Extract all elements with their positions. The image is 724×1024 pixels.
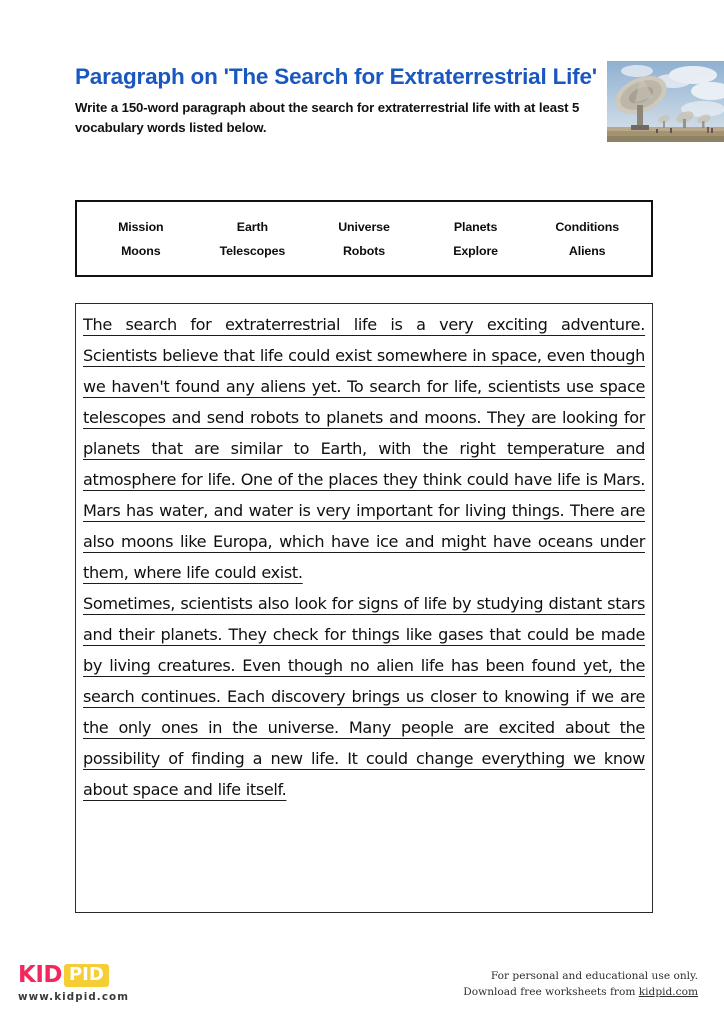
vocabulary-word: Planets xyxy=(453,219,498,234)
vocabulary-word: Moons xyxy=(121,243,161,258)
radio-telescope-icon xyxy=(607,61,724,142)
worksheet-header xyxy=(75,62,650,138)
answer-writing-box[interactable] xyxy=(75,303,653,913)
vocabulary-word: Conditions xyxy=(555,219,620,234)
footer-note xyxy=(463,968,698,1001)
page-title: Paragraph on 'The Search for Extraterrestrial Life' xyxy=(75,64,597,89)
kidpid-link[interactable]: kidpid.com xyxy=(638,986,698,999)
vocabulary-word: Explore xyxy=(453,243,498,258)
footer-note-line-1: For personal and educational use only. xyxy=(490,970,698,982)
footer-note-prefix: Download free worksheets from xyxy=(463,986,639,999)
logo-website-url: www.kidpid.com xyxy=(18,991,130,1003)
answer-paragraph: Sometimes, scientists also look for signs of life by studying distant stars and their planets. They check for things like gases that could be made by living creatures. Even though no alien life has been found yet, the search continues. Each discovery brings us closer to knowing if we are the only ones in the universe. Many people are excited about the possibility of finding a new life. It could change everything we know about space and life itself. xyxy=(83,594,645,799)
vocabulary-word: Aliens xyxy=(568,243,606,258)
footer-note-line-2 xyxy=(463,984,698,1000)
instructions-text: Write a 150-word paragraph about the search for extraterrestrial life with at least 5 vocabulary words listed below. xyxy=(75,99,580,135)
vocabulary-word: Earth xyxy=(236,219,268,234)
vocabulary-box xyxy=(75,200,653,277)
radio-telescope-image xyxy=(607,61,724,142)
vocabulary-row xyxy=(85,239,643,263)
kidpid-logo xyxy=(18,962,158,1003)
vocabulary-word: Telescopes xyxy=(219,243,286,258)
logo-pid-badge: PID xyxy=(64,964,109,987)
vocabulary-row xyxy=(85,215,643,239)
vocabulary-word: Universe xyxy=(338,219,390,234)
vocabulary-word: Robots xyxy=(342,243,386,258)
logo-kid-text: KID xyxy=(18,962,62,988)
logo-mark xyxy=(18,962,158,988)
vocabulary-word: Mission xyxy=(118,219,164,234)
answer-paragraph: The search for extraterrestrial life is a very exciting adventure. Scientists believe that life could exist somewhere in space, even though we haven't found any aliens yet. To search for life, scientists use space telescopes and send robots to planets and moons. They are looking for planets that are similar to Earth, with the right temperature and atmosphere for life. One of the places they think could have life is Mars. Mars has water, and water is very important for living things. There are also moons like Europa, which have ice and might have oceans under them, where life could exist. xyxy=(83,315,645,582)
